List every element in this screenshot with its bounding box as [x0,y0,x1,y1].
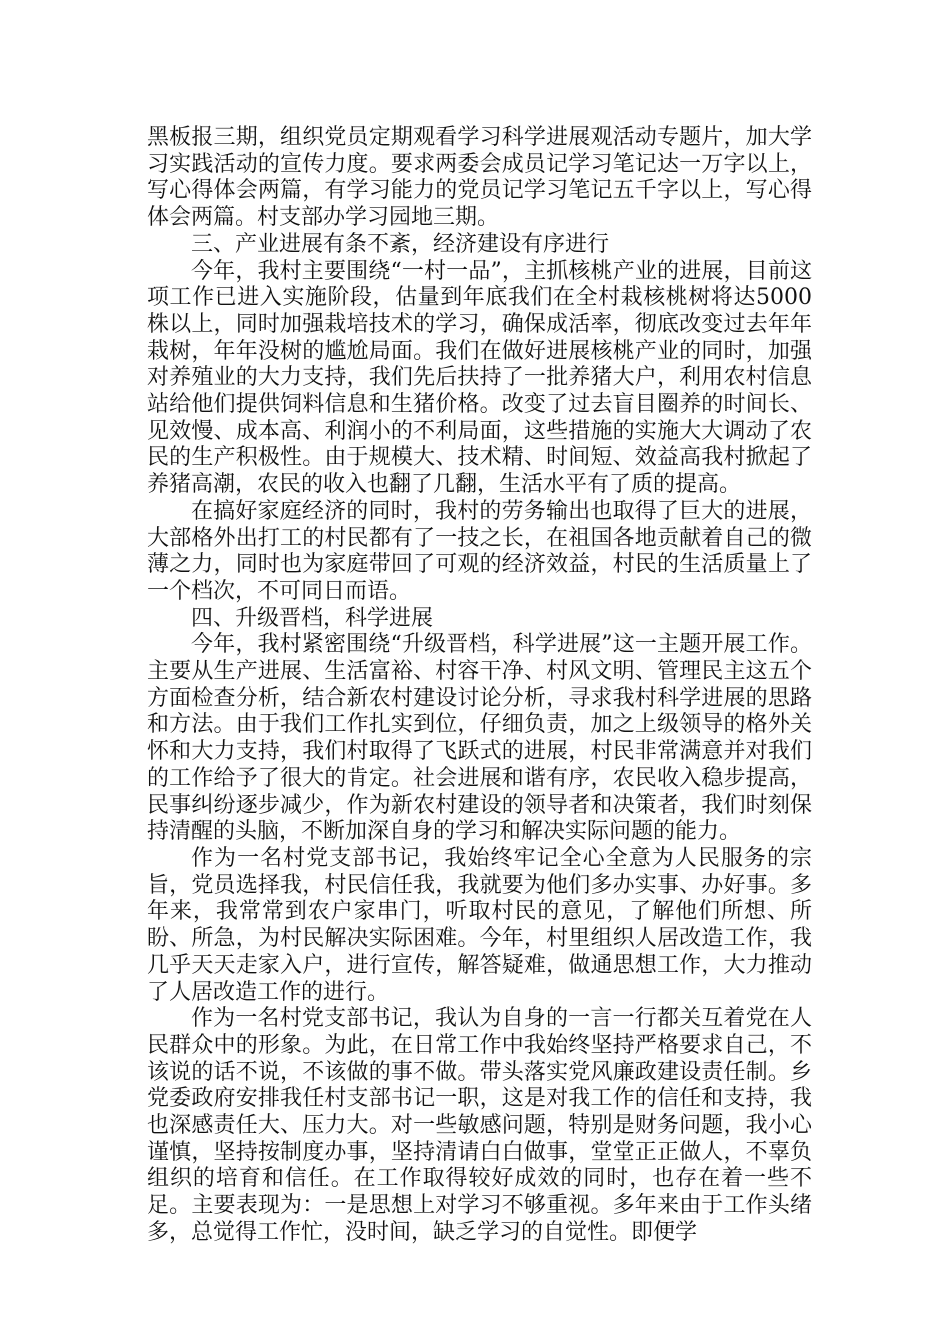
paragraph: 今年，我村主要围绕“一村一品”，主抓核桃产业的进展，目前这项工作已进入实施阶段，估量到年底我们在全村栽核桃树将达5000株以上，同时加强栽培技术的学习，确保成活率，彻底改变过去年年栽树，年年没树的尴尬局面。我们在做好进展核桃产业的同时，加强对养殖业的大力支持，我们先后扶持了一批养猪大户，利用农村信息站给他们提供饲料信息和生猪价格。改变了过去盲目圈养的时间长、见效慢、成本高、利润小的不利局面，这些措施的实施大大调动了农民的生产积极性。由于规模大、技术精、时间短、效益高我村掀起了养猪高潮，农民的收入也翻了几翻，生活水平有了质的提高。 [147,258,812,498]
paragraph: 作为一名村党支部书记，我认为自身的一言一行都关互着党在人民群众中的形象。为此，在日常工作中我始终坚持严格要求自己，不该说的话不说，不该做的事不做。带头落实党风廉政建设责任制。乡党委政府安排我任村支部书记一职，这是对我工作的信任和支持，我也深感责任大、压力大。对一些敏感问题，特别是财务问题，我小心谨慎，坚持按制度办事，坚持清请白白做事，堂堂正正做人，不辜负组织的培育和信任。在工作取得较好成效的同时，也存在着一些不足。主要表现为：一是思想上对学习不够重视。多年来由于工作头绪多，总觉得工作忙，没时间，缺乏学习的自觉性。即便学 [147,1006,812,1245]
paragraph: 作为一名村党支部书记，我始终牢记全心全意为人民服务的宗旨，党员选择我，村民信任我，我就要为他们多办实事、办好事。多年来，我常常到农户家串门，听取村民的意见，了解他们所想、所盼、所急，为村民解决实际困难。今年，村里组织人居改造工作，我几乎天天走家入户，进行宣传，解答疑难，做通思想工作，大力推动了人居改造工作的进行。 [147,845,812,1005]
paragraph-continuation: 黑板报三期，组织党员定期观看学习科学进展观活动专题片，加大学习实践活动的宣传力度。要求两委会成员记学习笔记达一万字以上，写心得体会两篇，有学习能力的党员记学习笔记五千字以上，写心得体会两篇。村支部办学习园地三期。 [147,125,812,231]
paragraph: 今年，我村紧密围绕“升级晋档，科学进展”这一主题开展工作。主要从生产进展、生活富裕、村容干净、村风文明、管理民主这五个方面检查分析，结合新农村建设讨论分析，寻求我村科学进展的思路和方法。由于我们工作扎实到位，仔细负责，加之上级领导的格外关怀和大力支持，我们村取得了飞跃式的进展，村民非常满意并对我们的工作给予了很大的肯定。社会进展和谐有序，农民收入稳步提高，民事纠纷逐步减少，作为新农村建设的领导者和决策者，我们时刻保持清醒的头脑，不断加深自身的学习和解决实际问题的能力。 [147,632,812,845]
document-body [147,125,812,1247]
section-heading-4: 四、升级晋档，科学进展 [191,605,434,631]
paragraph: 在搞好家庭经济的同时，我村的劳务输出也取得了巨大的进展，大部格外出打工的村民都有了一技之长，在祖国各地贡献着自己的微薄之力，同时也为家庭带回了可观的经济效益，村民的生活质量上了一个档次，不可同日而语。 [147,498,812,604]
section-heading-3: 三、产业进展有条不紊，经济建设有序进行 [191,231,610,257]
